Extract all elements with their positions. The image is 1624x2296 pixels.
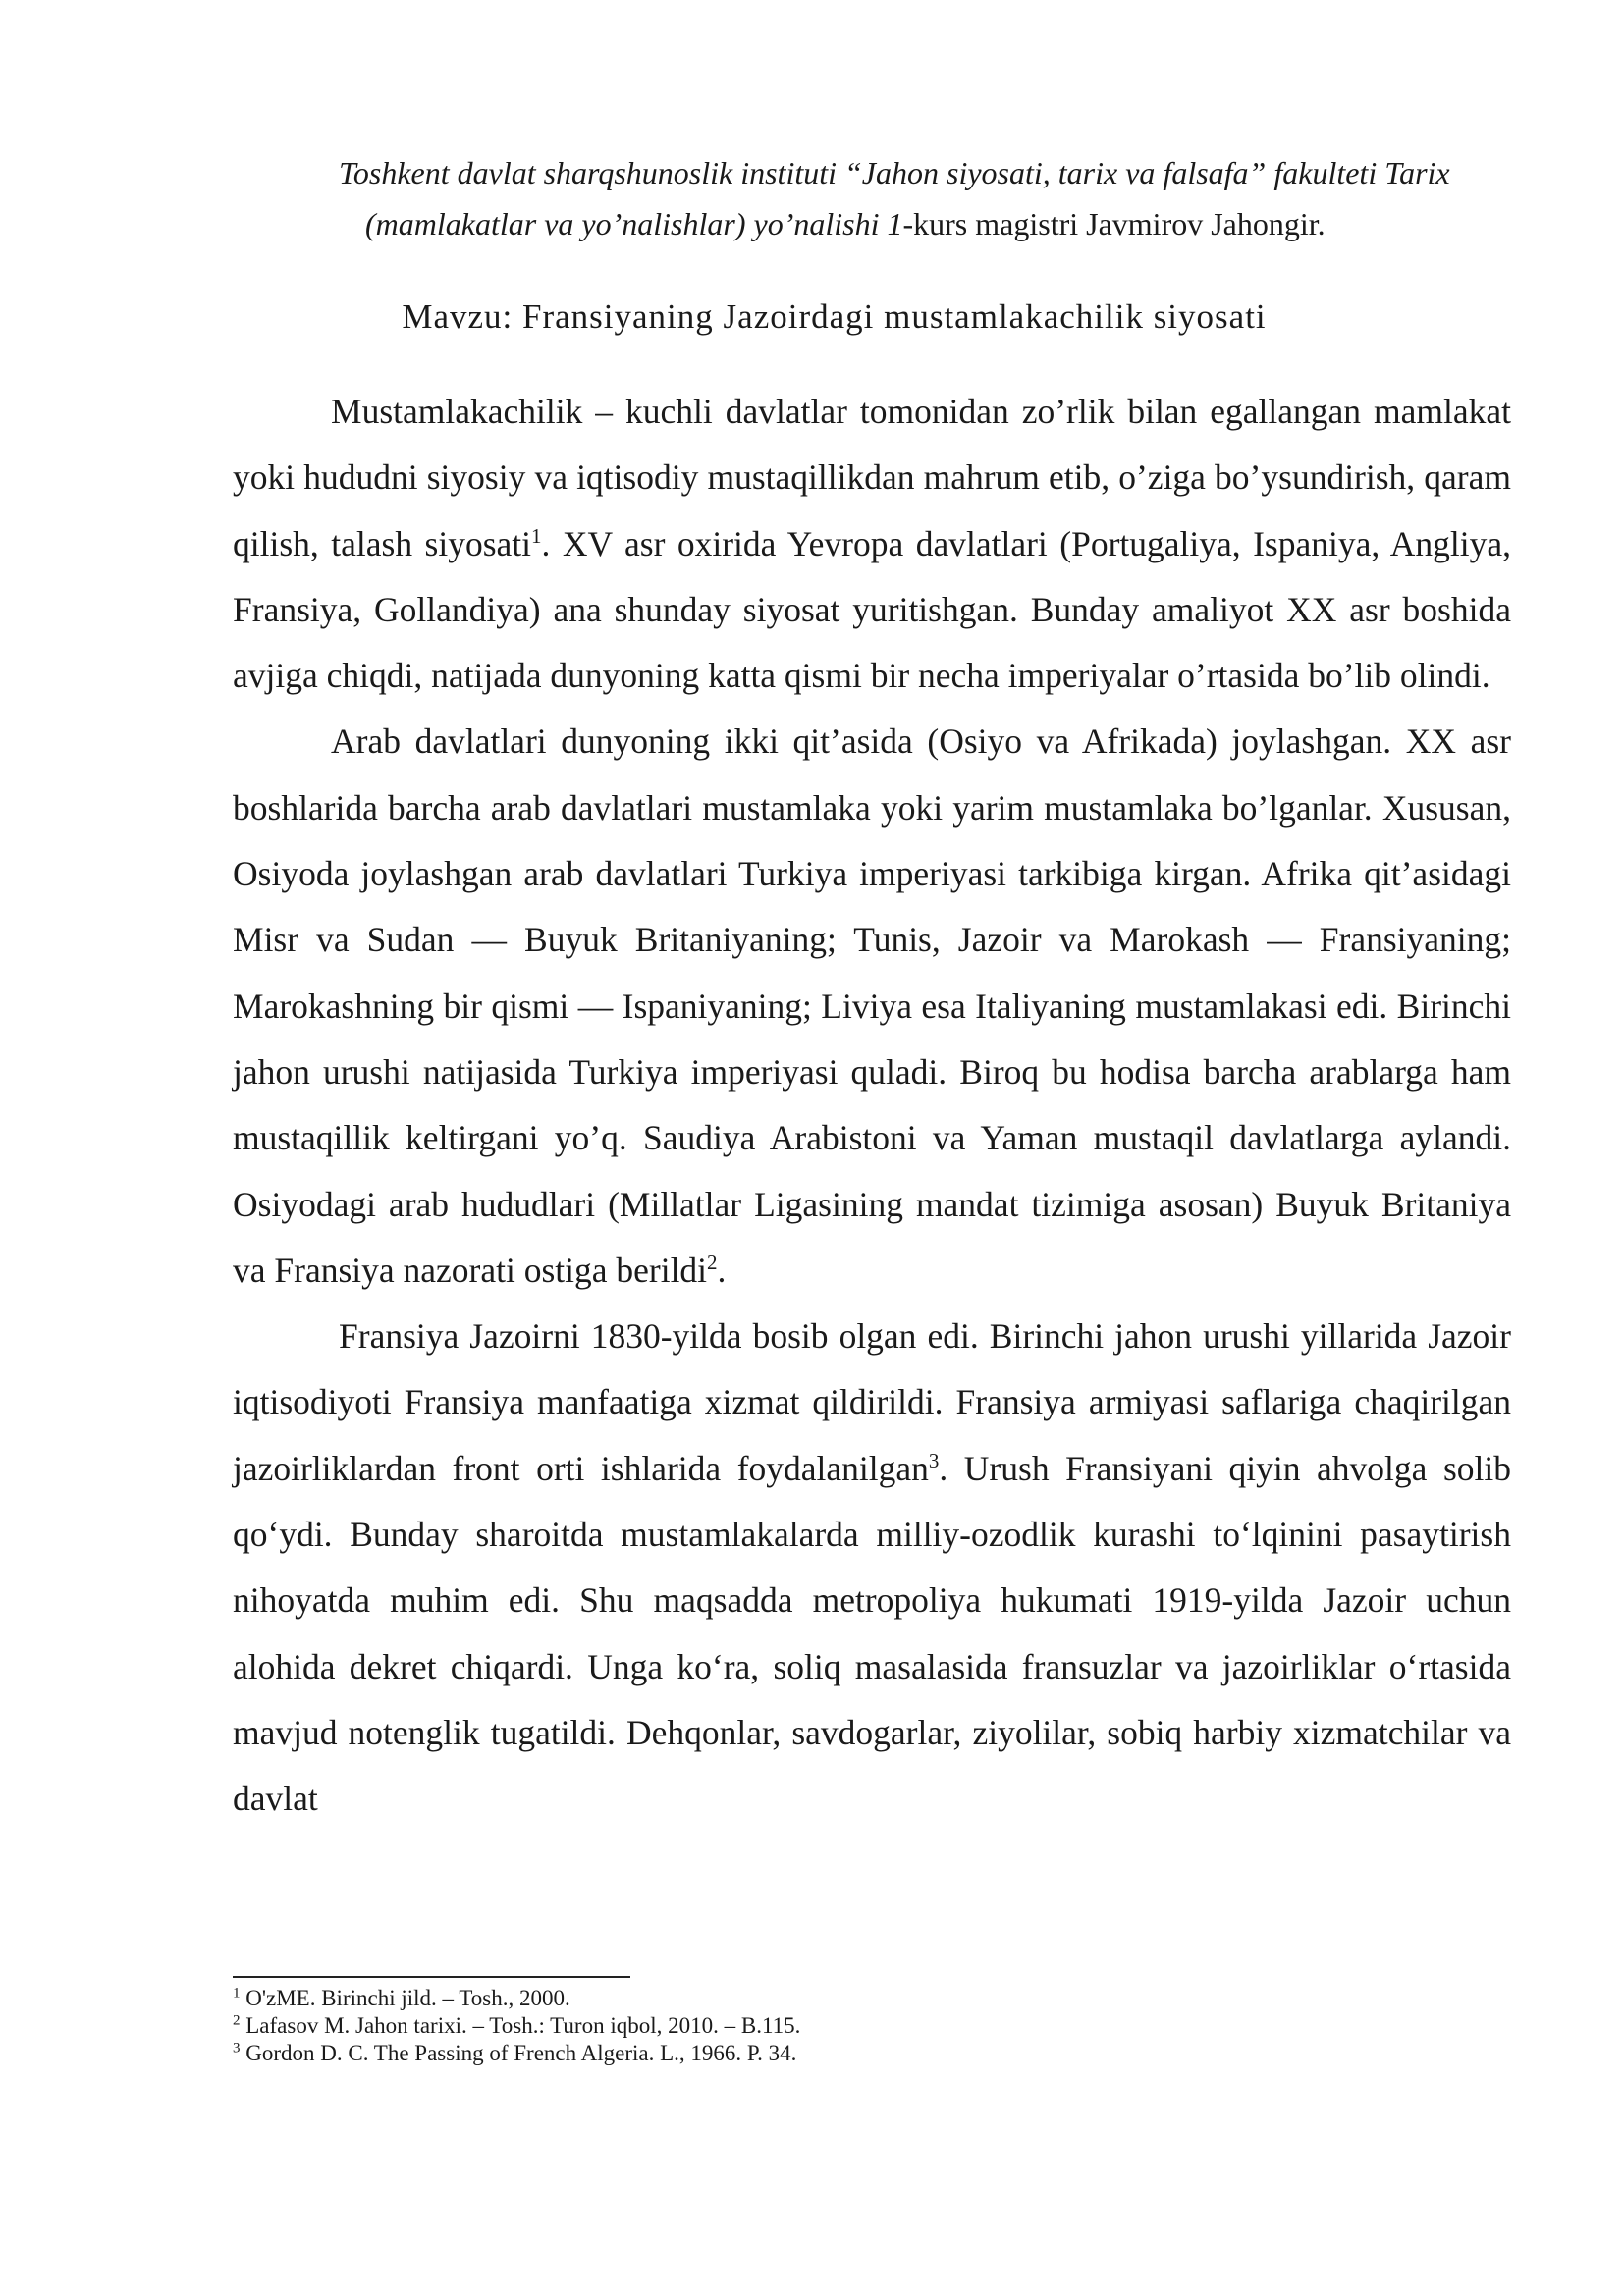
footnote-2-text: Lafasov M. Jahon tarixi. – Tosh.: Turon iqbol, 2010. – B.115. <box>240 2013 801 2038</box>
paragraph-2-text-b: . <box>717 1250 727 1290</box>
footnote-3-text: Gordon D. C. The Passing of French Algeria. L., 1966. P. 34. <box>240 2041 797 2065</box>
paragraph-3-text-b: . Urush Fransiyani qiyin ahvolga solib qo‘ydi. Bunday sharoitda mustamlakalarda milliy-ozodlik kurashi to‘lqinini pasaytirish nihoyatda muhim edi. Shu maqsadda metropoliya hukumati 1919-yilda Jazoir uchun alohida dekret chiqardi. Unga ko‘ra, soliq masalasida fransuzlar va jazoirliklar o‘rtasida mavjud notenglik tugatildi. Dehqonlar, savdogarlar, ziyolilar, sobiq harbiy xizmatchilar va davlat <box>233 1448 1511 1819</box>
header-line-1: Toshkent davlat sharqshunoslik instituti “Jahon siyosati, tarix va falsafa” fakulteti Tarix <box>339 155 1450 190</box>
footnote-2 <box>233 2012 1509 2040</box>
paragraph-1-text-a: Mustamlakachilik – kuchli davlatlar tomonidan zo’rlik bilan egallangan mamlakat yoki hududni siyosiy va iqtisodiy mustaqillikdan mahrum etib, o’ziga bo’ysundirish, qaram qilish, talash siyosati <box>233 392 1511 563</box>
paragraph-1 <box>233 379 1511 709</box>
footnote-ref-2[interactable]: 2 <box>707 1251 718 1275</box>
footnote-2-number: 2 <box>233 2012 241 2029</box>
footnote-1-number: 1 <box>233 1985 241 2002</box>
paragraph-3-text-a: Fransiya Jazoirni 1830-yilda bosib olgan edi. Birinchi jahon urushi yillarida Jazoir iqtisodiyoti Fransiya manfaatiga xizmat qildirildi. Fransiya armiyasi saflariga chaqirilgan jazoirliklardan front orti ishlarida foydalanilgan <box>233 1316 1511 1488</box>
header-line-2 <box>233 198 1509 249</box>
paragraph-1-text-b: . XV asr oxirida Yevropa davlatlari (Portugaliya, Ispaniya, Angliya, Fransiya, Gollandiya) ana shunday siyosat yuritishgan. Bunday amaliyot XX asr boshida avjiga chiqdi, natijada dunyoning katta qismi bir necha imperiyalar o’rtasida bo’lib olindi. <box>233 523 1512 696</box>
topic-title: Mavzu: Fransiyaning Jazoirdagi mustamlakachilik siyosati <box>402 297 1267 336</box>
paragraph-2-text-a: Arab davlatlari dunyoning ikki qit’asida (Osiyo va Afrikada) joylashgan. XX asr boshlarida barcha arab davlatlari mustamlaka yoki yarim mustamlaka bo’lganlar. Xususan, Osiyoda joylashgan arab davlatlari Turkiya imperiyasi tarkibiga kirgan. Afrika qit’asidagi Misr va Sudan — Buyuk Britaniyaning; Tunis, Jazoir va Marokash — Fransiyaning; Marokashning bir qismi — Ispaniyaning; Liviya esa Italiyaning mustamlakasi edi. Birinchi jahon urushi natijasida Turkiya imperiyasi quladi. Biroq bu hodisa barcha arablarga ham mustaqillik keltirgani yo’q. Saudiya Arabistoni va Yaman mustaqil davlatlarga aylandi. Osiyodagi arab hududlari (Millatlar Ligasining mandat tizimiga asosan) Buyuk Britaniya va Fransiya nazorati ostiga berildi <box>233 721 1511 1290</box>
footnote-ref-1[interactable]: 1 <box>531 523 542 548</box>
paragraph-2 <box>233 709 1511 1304</box>
body-text <box>233 379 1511 1833</box>
footnote-3-number: 3 <box>233 2040 241 2056</box>
footnote-ref-3[interactable]: 3 <box>928 1448 940 1472</box>
footnotes <box>233 1985 1509 2067</box>
paragraph-3 <box>233 1304 1511 1832</box>
author-header <box>233 147 1509 249</box>
footnote-separator <box>233 1976 630 1978</box>
header-line-2-rest: -kurs magistri Javmirov Jahongir. <box>902 206 1326 241</box>
footnote-1 <box>233 1985 1509 2012</box>
header-line-2-italic: (mamlakatlar va yo’nalishlar) yo’nalishi 1 <box>365 206 903 241</box>
footnote-1-text: O'zME. Birinchi jild. – Tosh., 2000. <box>240 1986 570 2010</box>
footnote-3 <box>233 2040 1509 2067</box>
